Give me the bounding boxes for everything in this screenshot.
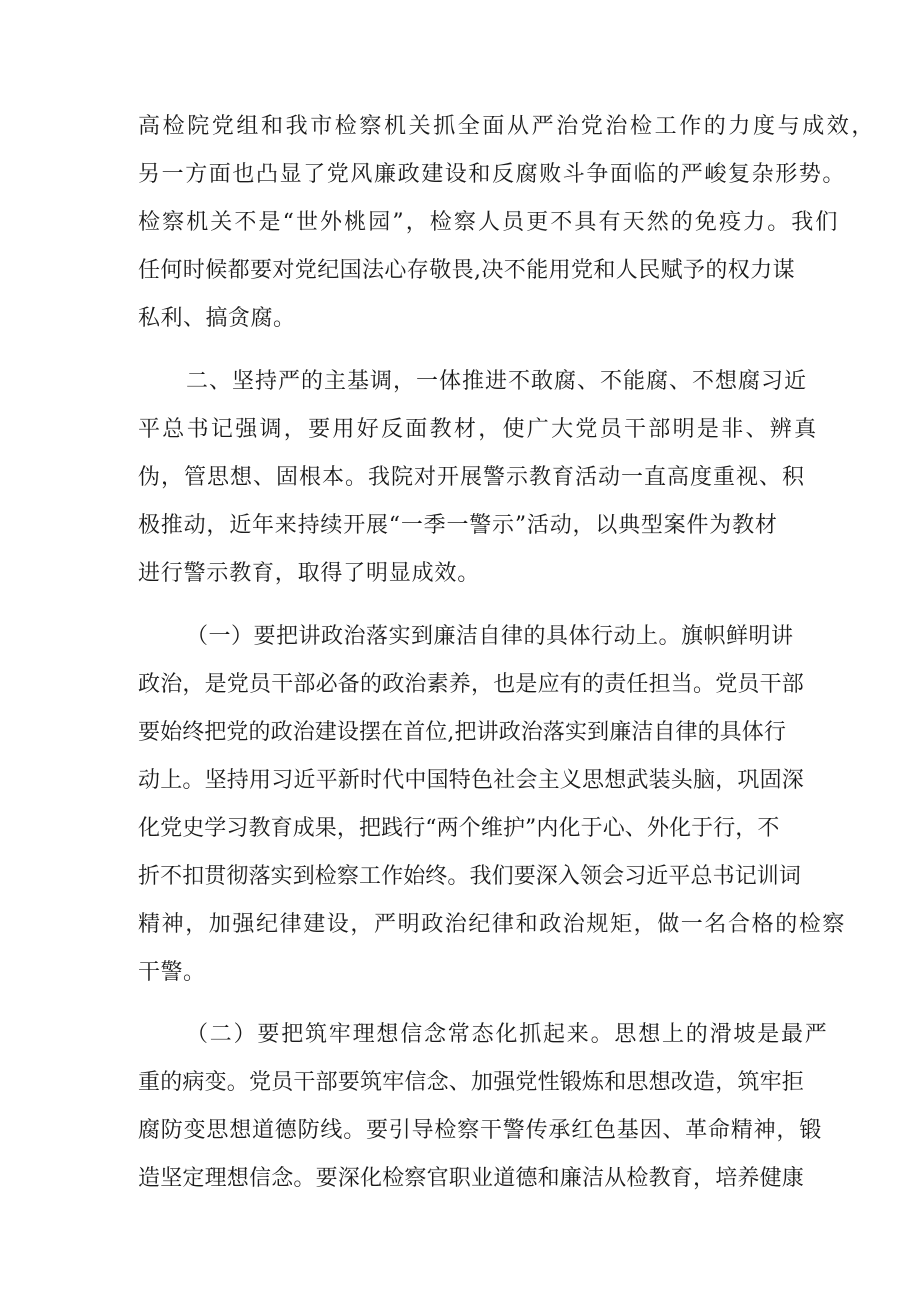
body-line-3: 检察机关不是“世外桃园”，检察人员更不具有天然的免疫力。我们 xyxy=(138,210,840,235)
body-line-1: 高检院党组和我市检察机关抓全面从严治党治检工作的力度与成效， xyxy=(138,114,877,139)
body-line-20: 重的病变。党员干部要筑牢信念、加强党性锻炼和思想改造，筑牢拒 xyxy=(138,1070,805,1095)
body-line-16: 折不扣贯彻落实到检察工作始终。我们要深入领会习近平总书记训词 xyxy=(138,864,802,889)
body-line-14: 动上。坚持用习近平新时代中国特色社会主义思想武装头脑，巩固深 xyxy=(138,768,805,793)
body-line-19: （二）要把筑牢理想信念常态化抓起来。思想上的滑坡是最严 xyxy=(186,1022,829,1047)
body-line-5: 私利、搞贪腐。 xyxy=(138,306,296,331)
body-line-11: （一）要把讲政治落实到廉洁自律的具体行动上。旗帜鲜明讲 xyxy=(186,624,794,649)
body-line-13: 要始终把党的政治建设摆在首位,把讲政治落实到廉洁自律的具体行 xyxy=(138,720,786,745)
body-line-2: 另一方面也凸显了党风廉政建设和反腐败斗争面临的严峻复杂形势。 xyxy=(138,162,847,187)
body-line-12: 政治，是党员干部必备的政治素养，也是应有的责任担当。党员干部 xyxy=(138,672,805,697)
body-line-21: 腐防变思想道德防线。要引导检察干警传承红色基因、革命精神，锻 xyxy=(138,1118,823,1143)
body-line-15: 化党史学习教育成果，把践行“两个维护”内化于心、外化于行，不 xyxy=(138,816,780,841)
body-line-9: 极推动，近年来持续开展“一季一警示”活动，以典型案件为教材 xyxy=(138,513,778,538)
body-line-7: 平总书记强调，要用好反面教材，使广大党员干部明是非、辨真 xyxy=(138,417,819,442)
body-line-6: 二、坚持严的主基调，一体推进不敢腐、不能腐、不想腐习近 xyxy=(186,369,808,394)
body-line-18: 干警。 xyxy=(138,960,206,985)
body-line-4: 任何时候都要对党纪国法心存敬畏,决不能用党和人民赋予的权力谋 xyxy=(138,258,795,283)
body-line-8: 伪，管思想、固根本。我院对开展警示教育活动一直高度重视、积 xyxy=(138,465,806,490)
body-line-22: 造坚定理想信念。要深化检察官职业道德和廉洁从检教育，培养健康 xyxy=(138,1166,805,1191)
body-line-17: 精神，加强纪律建设，严明政治纪律和政治规矩，做一名合格的检察 xyxy=(138,912,847,937)
body-line-10: 进行警示教育，取得了明显成效。 xyxy=(138,561,481,586)
